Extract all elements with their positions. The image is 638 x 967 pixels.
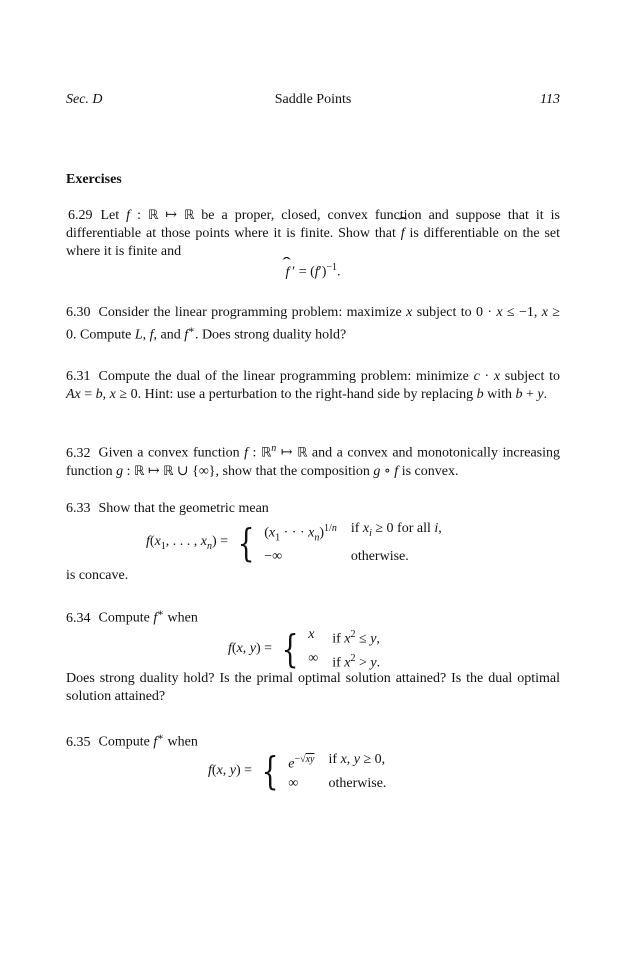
equation-6-35: f(x, y) = { $e^{-√xy}$ if x, y ≥ 0, ∞ otherwise. — [208, 749, 387, 794]
exercise-6-33-conclusion: is concave. — [66, 568, 129, 583]
running-header — [66, 92, 560, 112]
exercise-6-31: 6.31 Compute the dual of the linear programming problem: minimize c · x subject to Ax = b, x ≥ 0. Hint: use a perturbation to the right-hand side by replacing b with b + y. — [66, 369, 560, 402]
exercise-6-33: 6.33 Show that the geometric mean — [66, 501, 269, 516]
exercise-number: 6.29 — [68, 208, 93, 223]
page-number: 113 — [540, 92, 560, 107]
exercise-6-35: 6.35 Compute f∗ when — [66, 732, 198, 750]
header-title: Saddle Points — [274, 92, 352, 107]
section-title: Exercises — [66, 172, 122, 187]
header-section: Sec. D — [66, 92, 103, 107]
exercise-number: 6.32 — [66, 445, 91, 461]
exercise-number: 6.31 — [66, 369, 91, 384]
exercise-number: 6.30 — [66, 305, 91, 320]
exercise-number: 6.33 — [66, 501, 91, 516]
exercise-6-32: 6.32 Given a convex function f : ℝ$^n$ ↦ ℝ and a convex and monotonically increasing function g : ℝ ↦ ℝ ∪ {∞}, show that the composition g ∘ f is convex. — [66, 443, 561, 479]
exercise-6-34: 6.34 Compute f∗ when — [66, 608, 198, 626]
exercise-6-30: 6.30 Consider the linear programming problem: maximize x subject to 0 · x ≤ −1, x ≥ 0. Compute L, f, and f∗. Does strong duality hold? — [66, 305, 560, 343]
equation-geometric-mean: $f(x_1$, . . . , $x_n$) = { ($x_1$ · · · $x_n)^{1/n}$ if $x_i \ge 0$ for all i, −∞ otherwise. — [146, 520, 442, 565]
exercise-number: 6.35 — [66, 734, 91, 750]
exercise-6-29: 6.29 Let f : ℝ ↦ ℝ be a proper, closed, convex function and suppose that it is differentiable at those points where it is finite. Show that ˆ f is differentiable on the set where it is finite and — [66, 207, 560, 261]
equation-fhat-prime: ˆ f ′ = $(f')^{-1}$. — [66, 262, 560, 281]
exercise-6-34-question: Does strong duality hold? Is the primal optimal solution attained? Is the dual optimal solution attained? — [66, 671, 560, 704]
equation-6-34: f(x, y) = { x if $x^2 \le y$, ∞ if $x^2 > y$. — [228, 626, 381, 671]
exercise-number: 6.34 — [66, 610, 91, 626]
